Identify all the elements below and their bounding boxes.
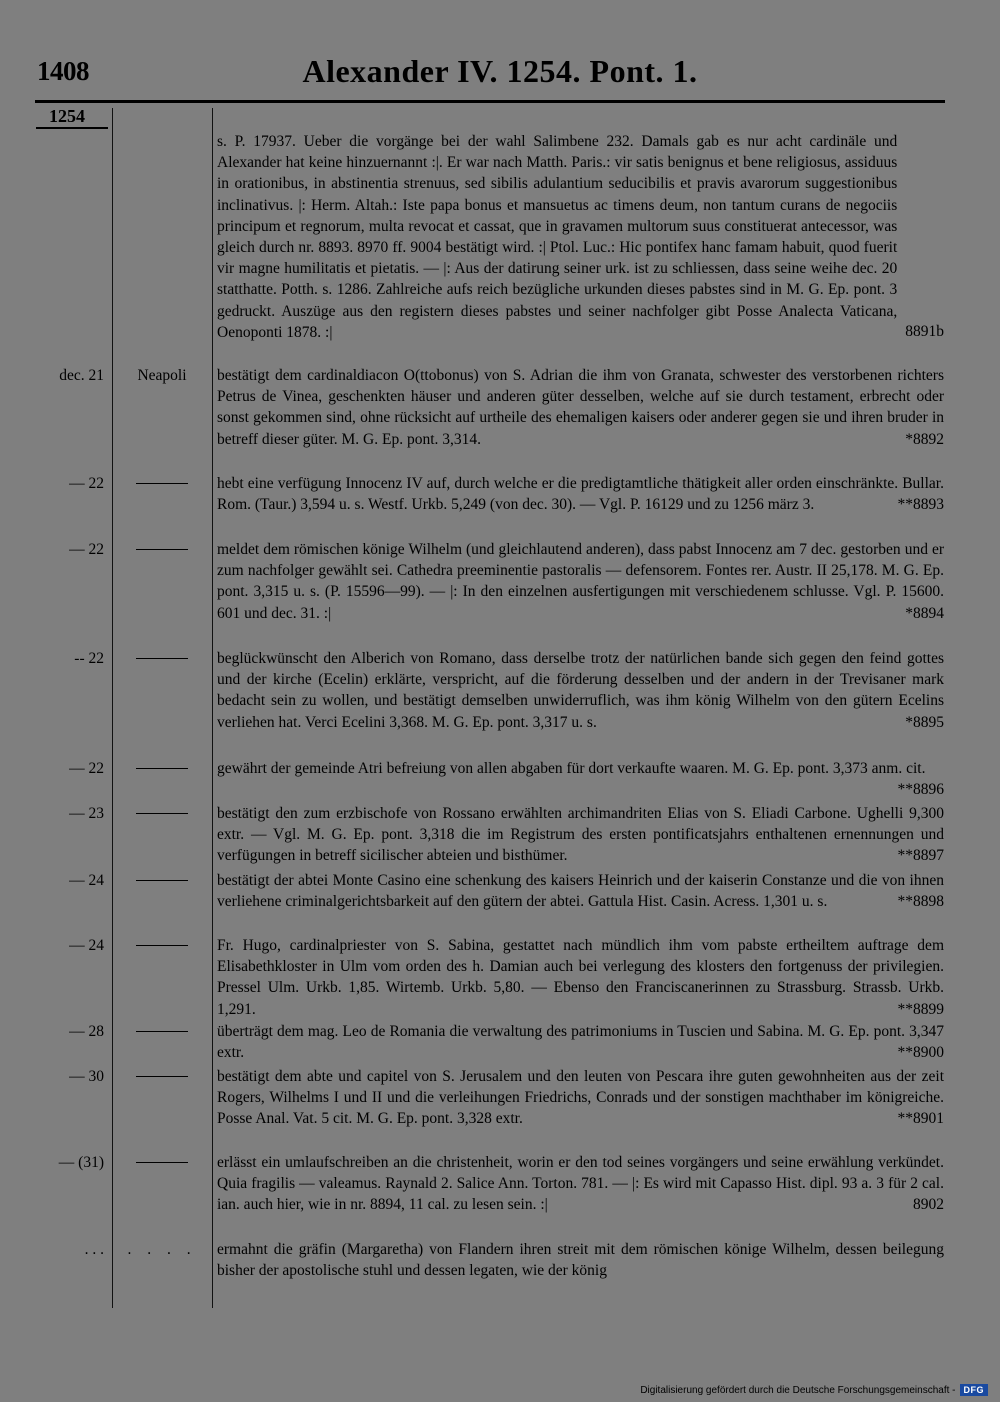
regest-text: Fr. Hugo, cardinalpriester von S. Sabina, gestattet nach mündlich ihm vom pabste ertheiltem auftrage dem Elisabethkloster in Ulm vom orden des h. Damian auch bei verlegung des klosters den fortgenuss der privilegien. Pressel Ulm. Urkb. 1,85. Wirtemb. Urkb. 5,80. — Ebenso den Franciscanerinnen zu Strassburg. Strassb. Urkb. 1,291. **8899 bbox=[217, 935, 944, 1020]
regest-text: beglückwünscht den Alberich von Romano, dass derselbe trotz der natürlichen bande sich gegen den feind gottes und der kirche (Ecelin) erklärte, verspricht, auf die förderung desselben und der andern in der Trevisaner mark bedacht sein zu wollen, und bestätigt demselben unwiderruflich, was ihm könig Wilhelm von den gütern Ecelins verliehen hat. Verci Ecelini 3,368. M. G. Ep. pont. 3,317 u. s. *8895 bbox=[217, 648, 944, 733]
regest-place-ditto bbox=[118, 1021, 206, 1032]
regest-text: gewährt der gemeinde Atri befreiung von allen abgaben für dort verkaufte waaren. M. G. Ep. pont. 3,373 anm. cit. **8896 bbox=[217, 758, 944, 800]
regest-text: meldet dem römischen könige Wilhelm (und gleichlautend anderen), dass pabst Innocenz am 7 dec. gestorben und er zum nachfolger gewählt sei. Cathedra preeminentie pastoralis — defensorem. Fontes rer. Austr. II 25,178. M. G. Ep. pont. 3,315 u. s. (P. 15596—99). — |: In den einzelnen ausfertigungen mit verschiedenem schlusse. Vgl. P. 15600. 601 und dec. 31. :| *8894 bbox=[217, 539, 944, 624]
year-heading: 1254 bbox=[49, 106, 85, 126]
column-divider-place bbox=[212, 108, 213, 1308]
regest-place-ditto bbox=[118, 648, 206, 659]
regest-place: . . . . bbox=[127, 1241, 197, 1258]
regest-place-ditto bbox=[118, 803, 206, 814]
regest-date: — 23 bbox=[69, 805, 104, 822]
regest-text: bestätigt dem abte und capitel von S. Jerusalem und den leuten von Pescara ihre guten gewohnheiten aus der zeit Rogers, Wilhelms I und II und die verleihungen Friedrichs, Conrads und der sonstigen machthaber im königreiche. Posse Anal. Vat. 5 cit. M. G. Ep. pont. 3,328 extr. **8901 bbox=[217, 1066, 944, 1130]
column-divider-date bbox=[112, 108, 113, 1308]
regest-date: -- 22 bbox=[74, 650, 104, 667]
regest-date: — 28 bbox=[69, 1023, 104, 1040]
regest-number: **8896 bbox=[897, 781, 944, 799]
regest-number: **8898 bbox=[897, 893, 944, 911]
regest-place-ditto bbox=[118, 539, 206, 550]
regest-number: **8899 bbox=[897, 1000, 944, 1018]
regest-place-ditto bbox=[118, 935, 206, 946]
regest-date: — (31) bbox=[58, 1154, 104, 1171]
regest-date: . . . bbox=[84, 1241, 104, 1258]
regest-text: bestätigt den zum erzbischofe von Rossano erwählten archimandriten Elias von S. Eliadi Carbone. Ughelli 9,300 extr. — Vgl. M. G. Ep. pont. 3,318 die im Registrum des ersten pontificatsjahrs enthaltenen ernennungen und verfügungen in betreff sicilischer abteien und bisthümer. **8897 bbox=[217, 803, 944, 867]
page-number: 1408 bbox=[37, 56, 89, 86]
regest-number: *8895 bbox=[905, 713, 944, 731]
regest-date: dec. 21 bbox=[59, 367, 104, 384]
regest-date: — 24 bbox=[69, 937, 104, 954]
regest-number: **8897 bbox=[897, 847, 944, 865]
regest-number: 8891b bbox=[905, 323, 944, 340]
regest-text: erlässt ein umlaufschreiben an die christenheit, worin er den tod seines vorgängers und seine erwählung verkündet. Quia fragilis — valeamus. Raynald 2. Salice Ann. Torton. 781. — |: Es wird mit Capasso Hist. dipl. 93 a. 3 für 2 cal. ian. auch hier, wie in nr. 8894, 11 cal. zu lesen sein. :| 8902 bbox=[217, 1152, 944, 1216]
regest-text: ermahnt die gräfin (Margaretha) von Flandern ihren streit mit dem römischen könige Wilhelm, dessen beilegung bisher der apostolische stuhl und dessen legaten, wie der könig bbox=[217, 1241, 944, 1280]
regest-date: — 22 bbox=[69, 541, 104, 558]
regest-text: bestätigt der abtei Monte Casino eine schenkung des kaisers Heinrich und der kaiserin Constanze und die von ihnen verliehene criminalgerichtsbarkeit auf den gütern der abtei. Gattula Hist. Casin. Acress. 1,301 u. s. **8898 bbox=[217, 870, 944, 912]
regest-text: hebt eine verfügung Innocenz IV auf, durch welche er die predigtamtliche thätigkeit aller orden einschränkte. Bullar. Rom. (Taur.) 3,594 u. s. Westf. Urkb. 5,249 (von dec. 30). — Vgl. P. 16129 und zu 1256 märz 3. **8893 bbox=[217, 473, 944, 515]
year-underline bbox=[36, 127, 108, 129]
regest-place-ditto bbox=[118, 473, 206, 484]
regest-place-ditto bbox=[118, 758, 206, 769]
footer-text: Digitalisierung gefördert durch die Deutsche Forschungsgemeinschaft - bbox=[640, 1384, 956, 1396]
footer-credit bbox=[640, 1384, 988, 1396]
regest-place: Neapoli bbox=[137, 367, 187, 384]
regest-number: *8894 bbox=[905, 604, 944, 622]
regest-place-ditto bbox=[118, 1066, 206, 1077]
header-rule bbox=[35, 100, 945, 103]
regest-number: *8892 bbox=[905, 430, 944, 448]
regest-text: bestätigt dem cardinaldiacon O(ttobonus) von S. Adrian die ihm von Granata, schwester des verstorbenen richters Petrus de Vinea, geschenkten häuser und anderen güter desselben, welche auf sie durch testament, erbrecht oder sonst gekommen sind, ohne rücksicht auf urtheile des ehemaligen kaisers oder anderer gegen sie und ihren bruder in betreff dieser güter. M. G. Ep. pont. 3,314. *8892 bbox=[217, 365, 944, 450]
regest-number: **8900 bbox=[897, 1044, 944, 1062]
page-title: Alexander IV. 1254. Pont. 1. bbox=[302, 53, 698, 89]
regest-number: **8901 bbox=[897, 1110, 944, 1128]
regest-date: — 30 bbox=[69, 1068, 104, 1085]
regest-number: **8893 bbox=[897, 496, 944, 514]
regest-text: 8891b s. P. 17937. Ueber die vorgänge bei der wahl Salimbene 232. Damals gab es nur acht cardinäle und Alexander hat keine hinzuernannt :|. Er war nach Matth. Paris.: vir satis benignus et bene religiosus, assiduus in orationibus, in abstinentia strenuus, sed sibilis adulantium seducibilis et pravis avarorum suggestionibus inclinativus. |: Herm. Altah.: Iste papa bonus et mansuetus ac timens deum, non tantum curans de negociis principum et regnorum, multa revocat et cassat, que in gravamen multorum suus constituerat antecessor, was gleich durch nr. 8893. 8970 ff. 9004 bestätigt wird. :| Ptol. Luc.: Hic pontifex hanc famam habuit, quod fuerit vir magne humilitatis et pietatis. — |: Aus der datirung seiner urk. ist zu schliessen, dass seine weihe dec. 20 statthatte. Potth. s. 1286. Zahlreiche aufs reich bezügliche urkunden dieses pabstes sind in M. G. Ep. pont. 3 gedruckt. Auszüge aus den registern dieses pabstes und seiner nachfolger gibt Posse Analecta Vaticana, Oenoponti 1878. :| bbox=[217, 133, 944, 341]
regest-date: — 22 bbox=[69, 475, 104, 492]
regest-date: — 22 bbox=[69, 760, 104, 777]
regest-place-ditto bbox=[118, 1152, 206, 1163]
regest-place-ditto bbox=[118, 870, 206, 881]
regest-text: überträgt dem mag. Leo de Romania die verwaltung des patrimoniums in Tuscien und Sabina. M. G. Ep. pont. 3,347 extr. **8900 bbox=[217, 1021, 944, 1063]
regest-number: 8902 bbox=[913, 1196, 944, 1214]
regest-date: — 24 bbox=[69, 872, 104, 889]
dfg-logo: DFG bbox=[960, 1384, 989, 1396]
